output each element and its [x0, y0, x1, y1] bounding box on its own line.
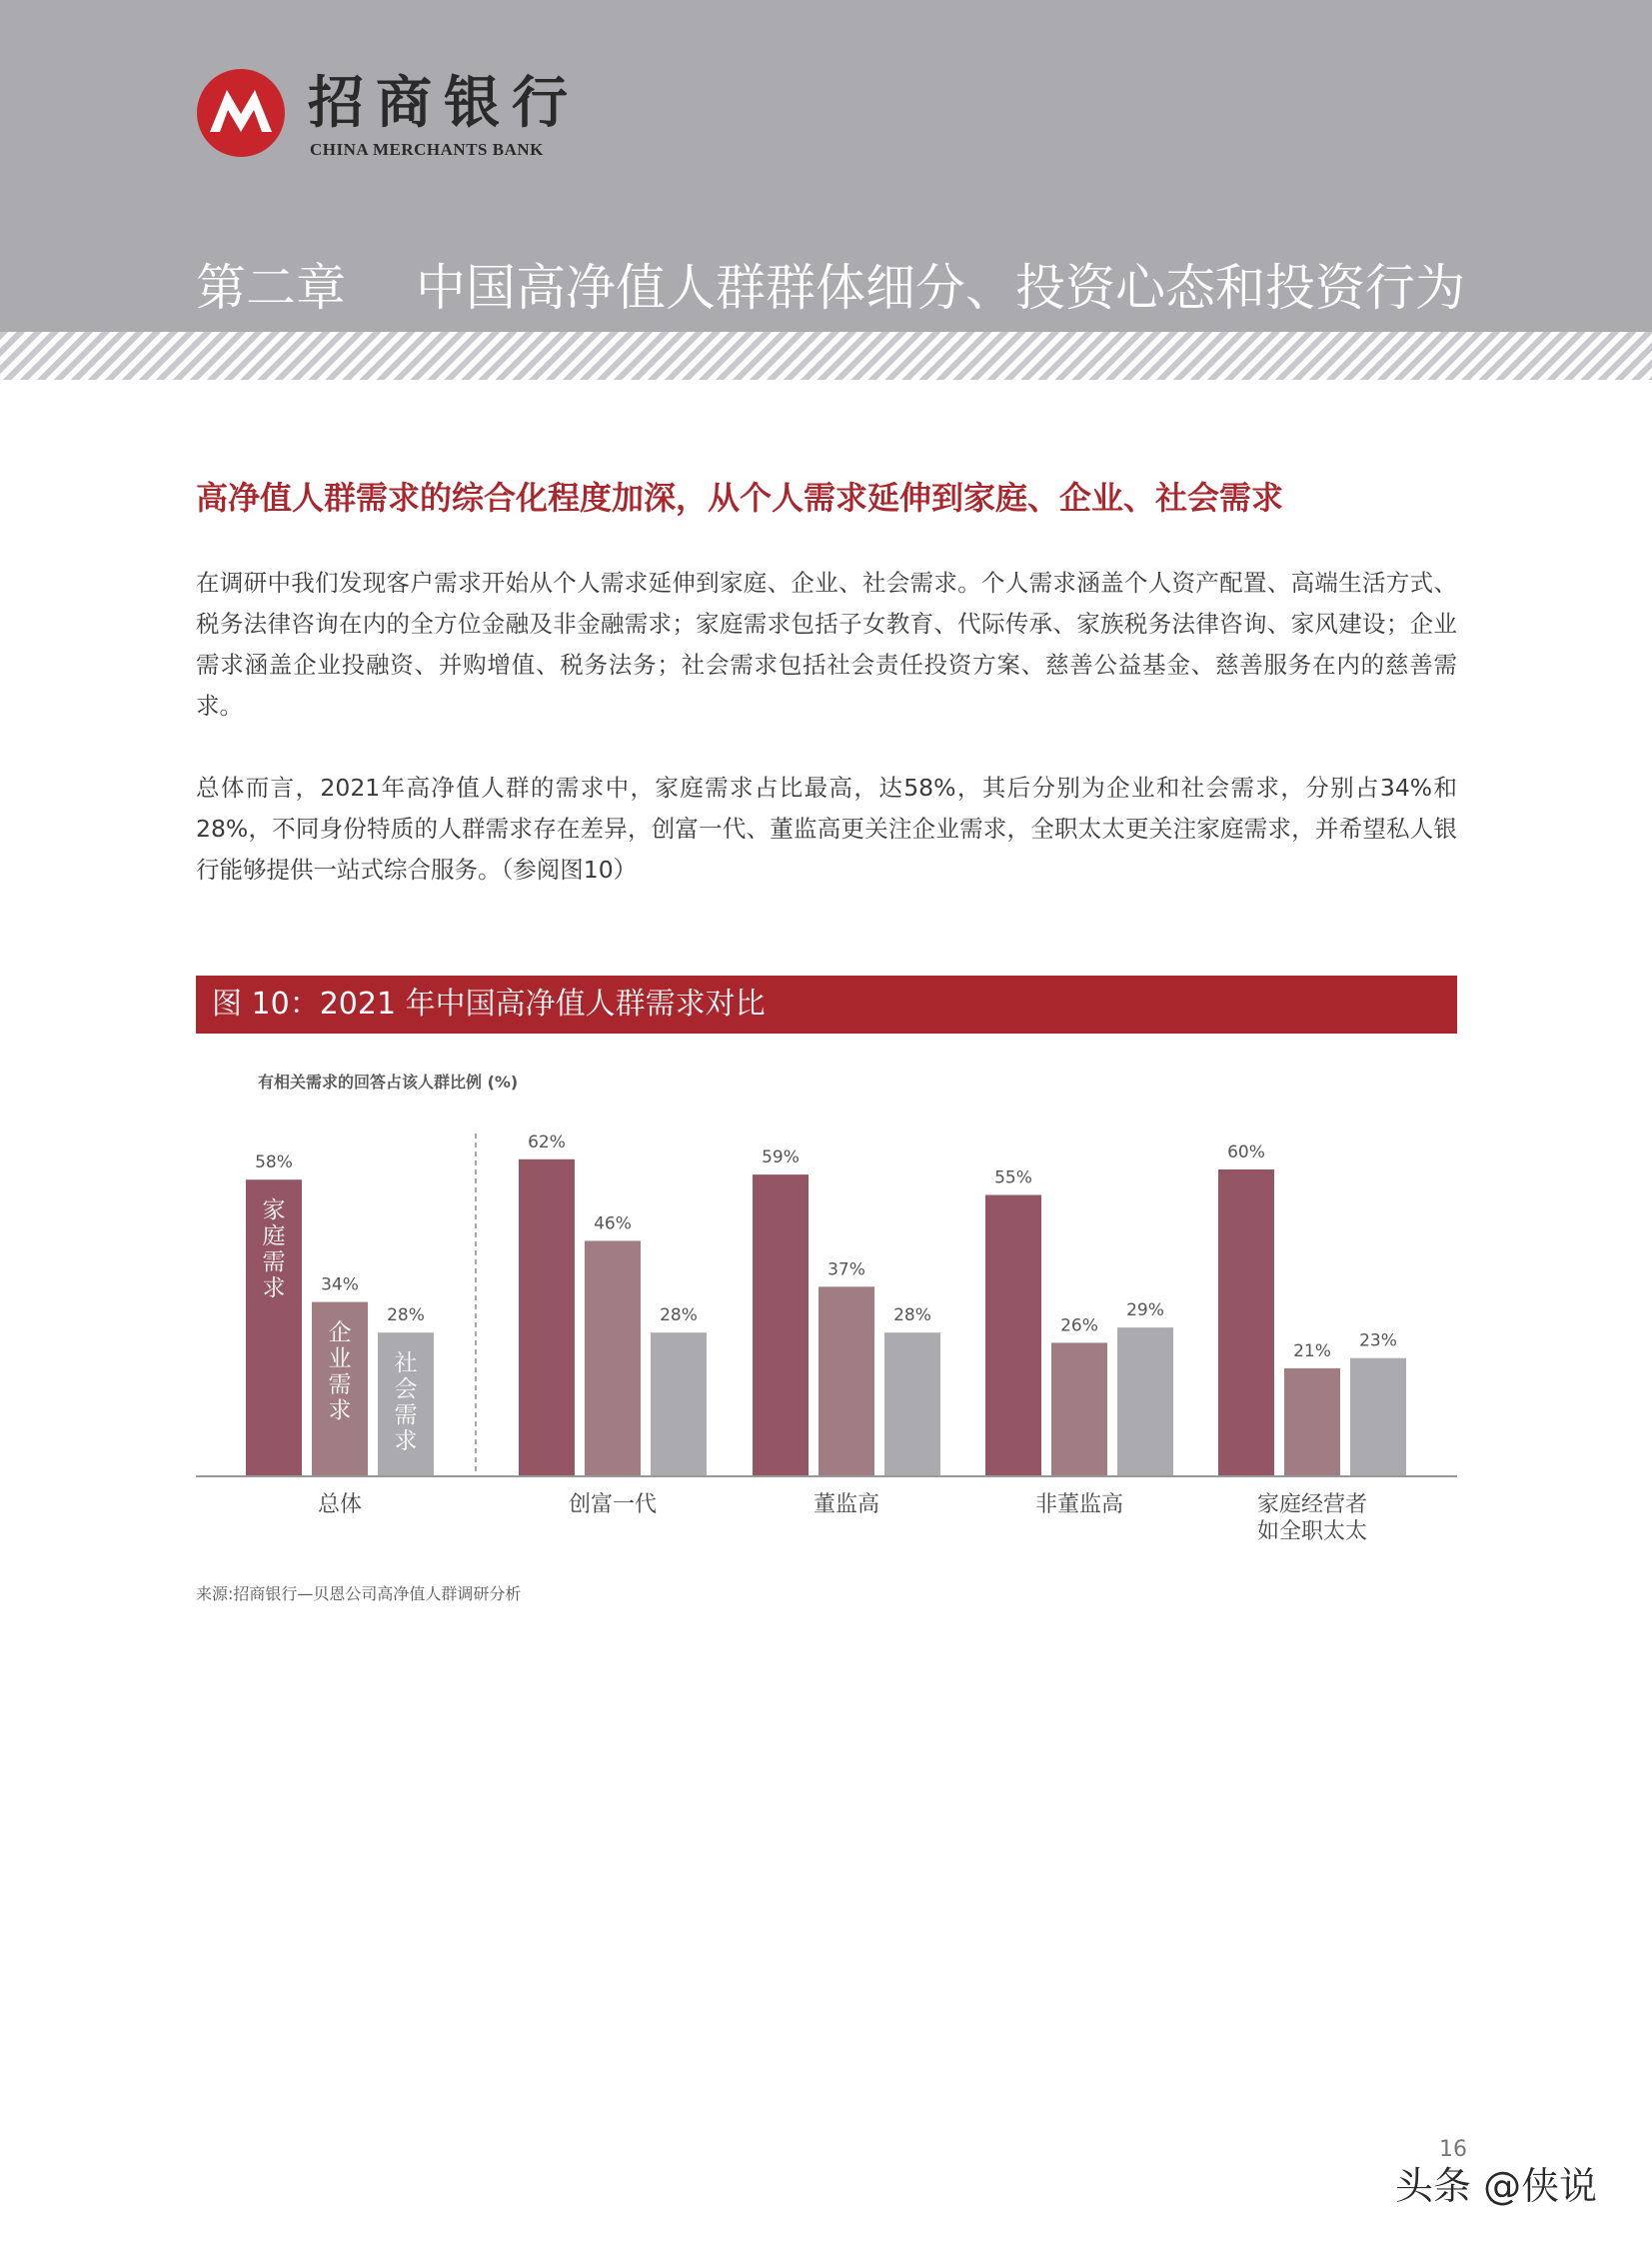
data-label-4-2: 23% — [1359, 1330, 1397, 1351]
bar-3-0 — [985, 1195, 1041, 1476]
body-paragraph-1: 在调研中我们发现客户需求开始从个人需求延伸到家庭、企业、社会需求。个人需求涵盖个人资产配置、高端生活方式、税务法律咨询在内的全方位金融及非金融需求；家庭需求包括子女教育、代际传承、家族税务法律咨询、家风建设；企业需求涵盖企业投融资、并购增值、税务法务；社会需求包括社会责任投资方案、慈善公益基金、慈善服务在内的慈善需求。 — [196, 569, 1457, 720]
data-label-2-2: 28% — [893, 1305, 931, 1326]
legend-in-bar-0-1: 庭 — [262, 1223, 286, 1250]
data-label-0-1: 34% — [321, 1274, 359, 1295]
chapter-header — [0, 0, 1652, 332]
watermark: 头条 @侠说 — [1395, 2164, 1598, 2208]
category-label-0-0: 总体 — [317, 1492, 363, 1517]
bar-4-0 — [1218, 1169, 1274, 1475]
data-label-3-1: 26% — [1060, 1315, 1098, 1336]
data-label-4-1: 21% — [1293, 1340, 1331, 1361]
data-label-2-1: 37% — [827, 1259, 865, 1280]
chart-caption: 有相关需求的回答占该人群比例 (%) — [258, 1073, 519, 1092]
bar-4-1 — [1284, 1368, 1340, 1475]
page-number: 16 — [1439, 2137, 1467, 2162]
bar-2-2 — [884, 1332, 940, 1475]
data-label-3-2: 29% — [1126, 1300, 1164, 1321]
legend-in-bar-2-2: 需 — [394, 1402, 418, 1429]
bank-logo-icon — [196, 68, 286, 158]
data-label-3-0: 55% — [994, 1167, 1032, 1188]
bank-name-cn: 招商银行 — [308, 70, 580, 136]
legend-in-bar-2-0: 社 — [394, 1350, 418, 1377]
bar-1-0 — [519, 1159, 575, 1475]
chapter-name: 中国高净值人群群体细分、投资心态和投资行为 — [416, 259, 1465, 317]
bar-1-1 — [585, 1240, 641, 1475]
legend-in-bar-0-3: 求 — [262, 1275, 286, 1302]
bar-2-0 — [753, 1174, 809, 1475]
data-label-0-0: 58% — [255, 1152, 293, 1173]
figure-title-bar — [196, 976, 1457, 1034]
figure-title: 图 10：2021 年中国高净值人群需求对比 — [212, 987, 766, 1022]
chapter-title — [196, 258, 1465, 318]
legend-in-bar-2-3: 求 — [394, 1428, 418, 1455]
body-paragraph-2: 总体而言，2021年高净值人群的需求中，家庭需求占比最高，达58%，其后分别为企业和社会需求，分别占34%和28%，不同身份特质的人群需求存在差异，创富一代、董监高更关注企业需求，全职太太更关注家庭需求，并希望私人银行能够提供一站式综合服务。（参阅图10） — [196, 774, 1457, 884]
legend-in-bar-1-2: 需 — [328, 1371, 352, 1398]
data-label-1-2: 28% — [660, 1305, 698, 1326]
category-label-4-0: 家庭经营者 — [1256, 1492, 1368, 1517]
bar-1-2 — [651, 1332, 707, 1475]
bar-4-2 — [1350, 1358, 1406, 1475]
bar-2-1 — [819, 1286, 874, 1475]
section-subtitle: 高净值人群需求的综合化程度加深，从个人需求延伸到家庭、企业、社会需求 — [196, 479, 1284, 517]
header-hatch-divider — [0, 332, 1652, 380]
legend-in-bar-0-0: 家 — [262, 1197, 286, 1224]
data-label-1-0: 62% — [528, 1131, 566, 1152]
data-label-4-0: 60% — [1227, 1142, 1265, 1162]
legend-in-bar-1-3: 求 — [328, 1397, 352, 1424]
data-label-2-0: 59% — [762, 1147, 800, 1168]
legend-in-bar-1-0: 企 — [328, 1319, 352, 1346]
demand-bar-chart — [196, 1110, 1457, 1569]
legend-in-bar-0-2: 需 — [262, 1249, 286, 1276]
category-label-1-0: 创富一代 — [568, 1492, 658, 1517]
legend-in-bar-1-1: 业 — [328, 1345, 352, 1372]
data-label-0-2: 28% — [387, 1305, 425, 1326]
bar-3-1 — [1051, 1342, 1107, 1475]
category-label-2-0: 董监高 — [813, 1492, 880, 1517]
figure-source: 来源:招商银行—贝恩公司高净值人群调研分析 — [196, 1584, 522, 1603]
category-label-3-0: 非董监高 — [1034, 1492, 1124, 1517]
chapter-number: 第二章 — [196, 259, 346, 317]
data-label-1-1: 46% — [594, 1213, 632, 1234]
bank-name-en: CHINA MERCHANTS BANK — [310, 140, 544, 159]
bar-3-2 — [1117, 1327, 1173, 1475]
legend-in-bar-2-1: 会 — [394, 1376, 418, 1403]
category-label-4-1: 如全职太太 — [1256, 1519, 1368, 1544]
